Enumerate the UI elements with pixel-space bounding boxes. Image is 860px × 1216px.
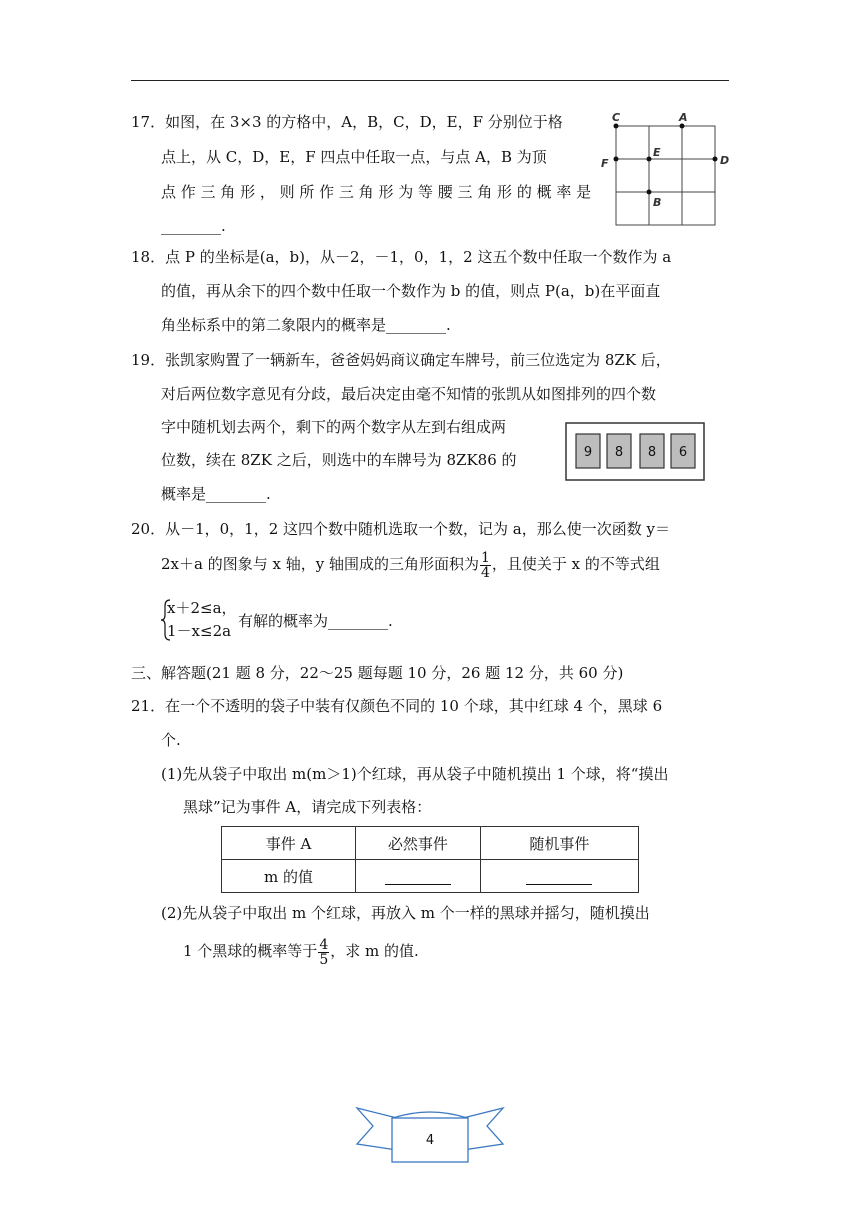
q21-fraction [318,938,329,967]
q21-fraction-numerator: 4 [319,936,329,953]
point-c [614,124,619,129]
q21-part-1-line-2: 黑球”记为事件 A，请完成下列表格： [183,798,432,816]
q19-line-1 [131,350,671,370]
section-3-heading: 三、解答题(21 题 8 分，22～25 题每题 10 分，26 题 12 分，共 60 分) [131,664,624,682]
label-e: E [653,146,661,159]
q20-text-1: 从－1，0，1，2 这四个数中随机选取一个数，记为 a，那么使一次函数 y＝ [165,520,670,538]
label-f: F [601,157,609,170]
q19-text-1: 张凯家购置了一辆新车，爸爸妈妈商议确定车牌号，前三位选定为 8ZK 后， [165,351,671,369]
q21-part-2-text-c: ，求 m 的值. [330,942,419,960]
table-header-random: 随机事件 [480,827,638,860]
q18-text-2: 的值，再从余下的四个数中任取一个数作为 b 的值，则点 P(a，b)在平面直 [161,282,661,300]
q19-text-3: 字中随机划去两个，剩下的两个数字从左到右组成两 [161,418,507,436]
q20-line-1 [131,519,670,539]
table-cell-random-blank[interactable] [480,860,638,893]
point-d [713,157,718,162]
q21-number: 21． [131,697,166,715]
table-row-label-m: m 的值 [222,860,356,893]
header-rule [131,80,729,81]
page-number: 4 [425,1133,435,1148]
card-2-digit: 8 [614,445,624,460]
ribbon-right-tail [463,1108,503,1150]
q20-number: 20． [131,520,166,538]
event-table [221,826,639,893]
q21-part-2-line-1: (2)先从袋子中取出 m 个红球，再放入 m 个一样的黑球并摇匀，随机摸出 [161,904,650,922]
q20-line-2 [161,547,660,581]
table-row [222,860,639,893]
page-number-ribbon [355,1104,505,1166]
label-a: A [679,111,688,124]
q21-fraction-denominator: 5 [319,951,329,968]
q19-number-cards-figure [565,422,705,482]
q21-text-2: 个. [161,731,181,749]
ribbon-left-tail [357,1108,397,1150]
q17-text-2: 点上，从 C，D，E，F 四点中任取一点，与点 A，B 为顶 [161,148,547,166]
q20-system-line-1: x＋2≤a， [167,599,237,617]
answer-blank [385,870,451,885]
q19-text-5: 概率是________. [161,485,271,503]
q20-fraction [480,551,491,580]
q21-part-2-text-a: 1 个黑球的概率等于 [183,942,318,960]
table-cell-certain-blank[interactable] [356,860,481,893]
label-c: C [612,111,621,124]
q19-text-2: 对后两位数字意见有分歧，最后决定由毫不知情的张凯从如图排列的四个数 [161,385,657,403]
card-1-digit: 9 [583,445,593,460]
q21-text-1: 在一个不透明的袋子中装有仅颜色不同的 10 个球，其中红球 4 个，黑球 6 [165,697,663,715]
point-b [647,190,652,195]
q20-text-2a: 2x＋a 的图象与 x 轴，y 轴围成的三角形面积为 [161,555,479,573]
answer-blank [526,870,592,885]
point-f [614,157,619,162]
table-header-event: 事件 A [222,827,356,860]
q20-fraction-denominator: 4 [480,564,490,581]
q20-system-line-2: 1－x≤2a [167,622,232,640]
q17-line-1 [131,112,563,132]
q18-line-1 [131,247,671,267]
card-4-digit: 6 [678,445,688,460]
table-row [222,827,639,860]
table-header-certain: 必然事件 [356,827,481,860]
grid-outer-border [616,126,715,225]
q17-text-3: 点 作 三 角 形 ， 则 所 作 三 角 形 为 等 腰 三 角 形 的 概 率 是 [161,183,592,201]
point-a [680,124,685,129]
card-3-digit: 8 [647,445,657,460]
q17-grid-figure [598,108,738,228]
q17-text-4: ________. [161,217,226,235]
q19-number: 19． [131,351,166,369]
q20-text-3: 有解的概率为________. [238,612,393,630]
q17-text-1: 如图，在 3×3 的方格中，A，B，C，D，E，F 分别位于格 [165,113,563,131]
label-d: D [720,154,730,167]
q17-number: 17． [131,113,166,131]
q20-fraction-numerator: 1 [480,549,490,566]
q18-number: 18． [131,248,166,266]
q19-text-4: 位数，续在 8ZK 之后，则选中的车牌号为 8ZK86 的 [161,451,517,469]
q21-line-1 [131,696,662,716]
q21-part-2-line-2 [183,934,419,968]
q20-text-2b: ，且使关于 x 的不等式组 [491,555,660,573]
q18-text-3: 角坐标系中的第二象限内的概率是________. [161,316,451,334]
label-b: B [653,196,662,209]
point-e [647,157,652,162]
q18-text-1: 点 P 的坐标是(a，b)，从－2，－1，0，1，2 这五个数中任取一个数作为 a [165,248,672,266]
q21-part-1-line-1: (1)先从袋子中取出 m(m＞1)个红球，再从袋子中随机摸出 1 个球，将“摸出 [161,765,669,783]
